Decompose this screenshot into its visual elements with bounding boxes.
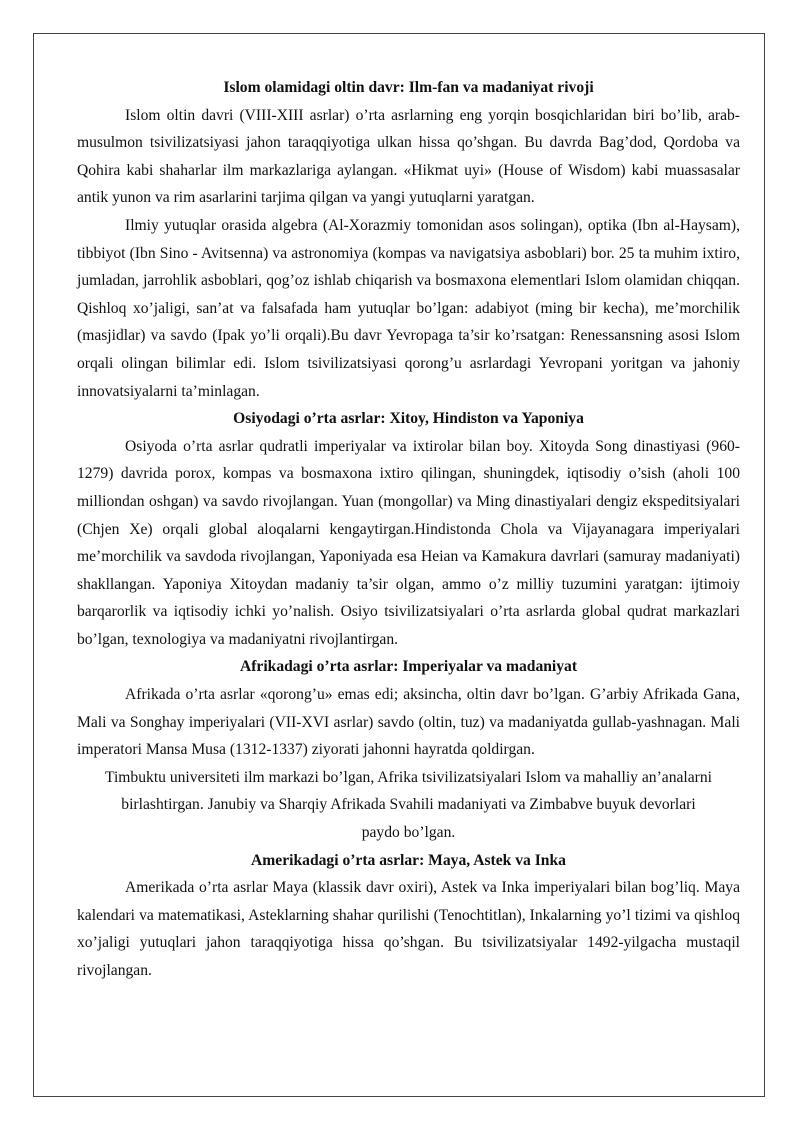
paragraph: Afrikada o’rta asrlar «qorong’u» emas edi; aksincha, oltin davr bo’lgan. G’arbiy Afrikada Gana, Mali va Songhay imperiyalari (VII-XVI asrlar) savdo (oltin, tuz) va madaniyatda gullab-yashnagan. Mali imperatori Mansa Musa (1312-1337) ziyorati jahonni hayratda qoldirgan.	[77, 686, 740, 759]
paragraph: Amerikada o’rta asrlar Maya (klassik davr oxiri), Astek va Inka imperiyalari bilan bog’liq. Maya kalendari va matematikasi, Asteklarning shahar qurilishi (Tenochtitlan), Inkalarning yo’l tizimi va qishloq xo’jaligi yutuqlari jahon taraqqiyotiga hissa qo’shgan. Bu tsivilizatsiyalar 1492-yilgacha mustaqil rivojlangan.	[77, 879, 740, 979]
paragraph: Islom oltin davri (VIII-XIII asrlar) o’rta asrlarning eng yorqin bosqichlaridan biri bo’lib, arab-musulmon tsivilizatsiyasi jahon taraqqiyotiga ulkan hissa qo’shgan. Bu davrda Bag’dod, Qordoba va Qohira kabi shaharlar ilm markazlariga aylangan. «Hikmat uyi» (House of Wisdom) kabi muassasalar antik yunon va rim asarlarini tarjima qilgan va yangi yutuqlarni yaratgan.	[77, 106, 740, 207]
paragraph: Osiyoda o’rta asrlar qudratli imperiyalar va ixtirolar bilan boy. Xitoyda Song dinastiyasi (960-1279) davrida porox, kompas va bosmaxona ixtiro qilingan, shuningdek, iqtisodiy o’sish (aholi 100 milliondan oshgan) va savdo rivojlangan. Yuan (mongollar) va Ming dinastiyalari dengiz ekspeditsiyalari (Chjen Xe) orqali global aloqalarni kengaytirgan.Hindistonda Chola va Vijayanagara imperiyalari me’morchilik va savdoda rivojlangan, Yaponiyada esa Heian va Kamakura davrlari (samuray madaniyati) shakllangan. Yaponiya Xitoydan madaniy ta’sir olgan, ammo o’z milliy tuzumini yaratgan: ijtimoiy barqarorlik va iqtisodiy ichki yo’nalish. Osiyo tsivilizatsiyalari o’rta asrlarda global qudrat markazlari bo’lgan, texnologiya va madaniyatni rivojlantirgan.	[77, 437, 740, 648]
section-heading-islamic-golden-age: Islom olamidagi oltin davr: Ilm-fan va madaniyat rivoji	[223, 79, 594, 96]
document-body	[77, 74, 740, 985]
centered-paragraph: Timbuktu universiteti ilm markazi bo’lgan, Afrika tsivilizatsiyalari Islom va mahalliy an’analarni birlashtirgan. Janubiy va Sharqiy Afrikada Svahili madaniyati va Zimbabve buyuk devorlari paydo bo’lgan.	[104, 768, 712, 842]
section-heading-asia: Osiyodagi o’rta asrlar: Xitoy, Hindiston va Yaponiya	[233, 410, 584, 428]
section-heading-africa: Afrikadagi o’rta asrlar: Imperiyalar va madaniyat	[239, 658, 578, 676]
paragraph: Ilmiy yutuqlar orasida algebra (Al-Xorazmiy tomonidan asos solingan), optika (Ibn al-Haysam), tibbiyot (Ibn Sino - Avitsenna) va astronomiya (kompas va navigatsiya asboblari) bor. 25 ta muhim ixtiro, jumladan, jarrohlik asboblari, qog’oz ishlab chiqarish va bosmaxona elementlari Islom olamidan chiqqan. Qishloq xo’jaligi, san’at va falsafada ham yutuqlar bo’lgan: adabiyot (ming bir kecha), me’morchilik (masjidlar) va savdo (Ipak yo’li orqali).Bu davr Yevropaga ta’sir ko’rsatgan: Renessansning asosi Islom orqali olingan bilimlar edi. Islom tsivilizatsiyasi qorong’u asrlardagi Yevropani yoritgan va jahoniy innovatsiyalarni ta’minlagan.	[77, 216, 740, 400]
section-heading-americas: Amerikadagi o’rta asrlar: Maya, Astek va Inka	[251, 851, 566, 869]
